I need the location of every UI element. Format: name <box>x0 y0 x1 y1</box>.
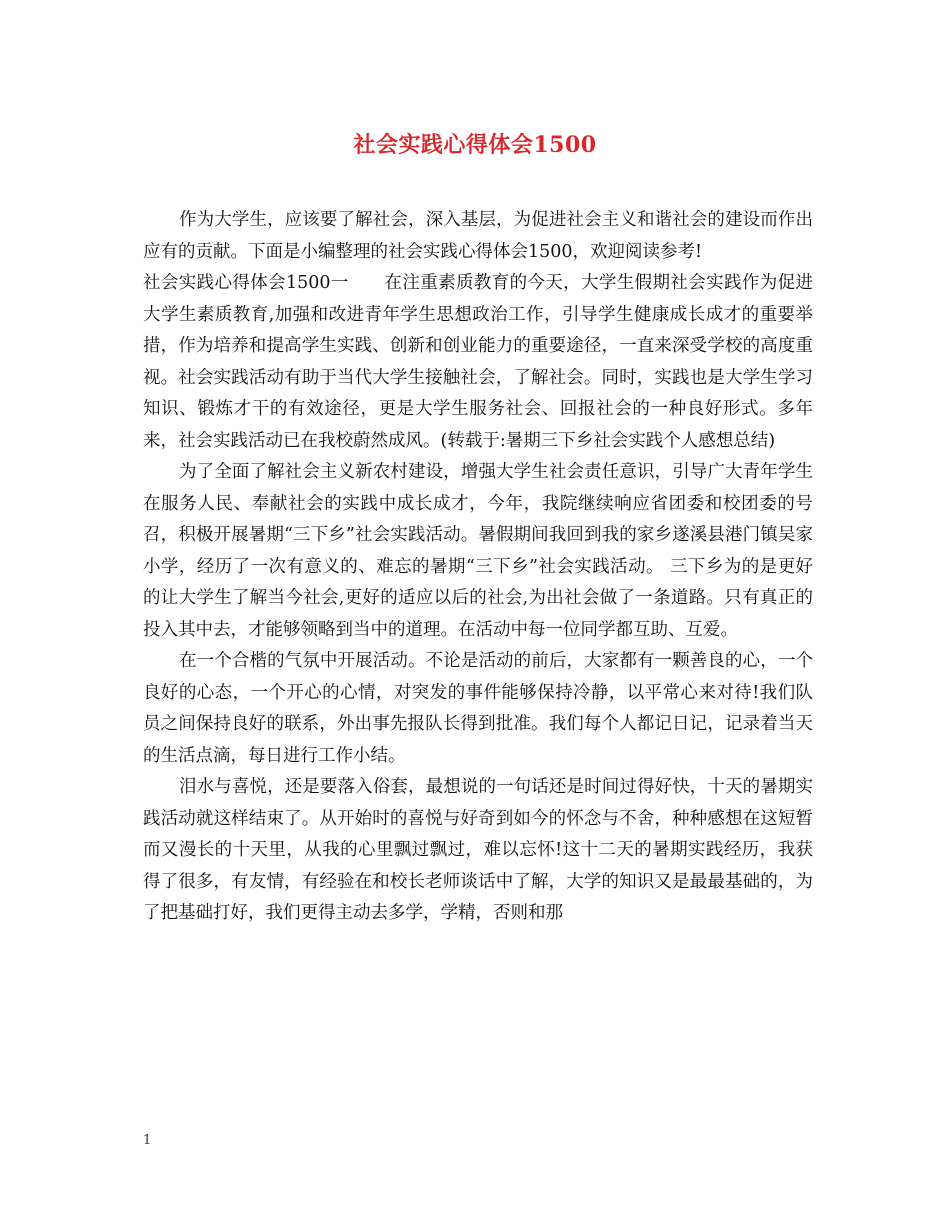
paragraph-tears-and-joy: 泪水与喜悦，还是要落入俗套，最想说的一句话还是时间过得好快，十天的暑期实践活动就这样结束了。从开始时的喜悦与好奇到如今的怀念与不舍，种种感想在这短暂而又漫长的十天里，从我的心里飘过飘过，难以忘怀!这十二天的暑期实践经历，我获得了很多，有友情，有经验在和校长老师谈话中了解，大学的知识又是最最基础的，为了把基础打好，我们更得主动去多学，学精，否则和那 <box>143 777 813 923</box>
document-title: 社会实践心得体会1500 <box>353 132 597 158</box>
document-body <box>143 205 813 930</box>
paragraph-rural-practice: 为了全面了解社会主义新农村建设，增强大学生社会责任意识，引导广大青年学生在服务人民、奉献社会的实践中成长成才，今年，我院继续响应省团委和校团委的号召，积极开展暑期“三下乡”社会实践活动。暑假期间我回到我的家乡遂溪县港门镇吴家小学，经历了一次有意义的、难忘的暑期“三下乡”社会实践活动。 三下乡为的是更好的让大学生了解当今社会,更好的适应以后的社会,为出社会做了一条道路。只有真正的投入其中去，才能够领略到当中的道理。在活动中每一位同学都互助、互爱。 <box>143 462 813 640</box>
paragraph-section-one: 社会实践心得体会1500一 在注重素质教育的今天，大学生假期社会实践作为促进大学生素质教育,加强和改进青年学生思想政治工作，引导学生健康成长成才的重要举措，作为培养和提高学生实践、创新和创业能力的重要途径，一直来深受学校的高度重视。社会实践活动有助于当代大学生接触社会，了解社会。同时，实践也是大学生学习知识、锻炼才干的有效途径，更是大学生服务社会、回报社会的一种良好形式。多年来，社会实践活动已在我校蔚然成风。(转载于:暑期三下乡社会实践个人感想总结) <box>143 273 813 451</box>
paragraph-team-atmosphere: 在一个合楷的气氛中开展活动。不论是活动的前后，大家都有一颗善良的心，一个良好的心态，一个开心的心情，对突发的事件能够保持冷静，以平常心来对待!我们队员之间保持良好的联系，外出事先报队长得到批准。我们每个人都记日记，记录着当天的生活点滴，每日进行工作小结。 <box>143 651 813 766</box>
page-number: 1 <box>143 1133 152 1148</box>
paragraph-intro: 作为大学生，应该要了解社会，深入基层，为促进社会主义和谐社会的建设而作出应有的贡献。下面是小编整理的社会实践心得体会1500，欢迎阅读参考! <box>143 210 813 262</box>
